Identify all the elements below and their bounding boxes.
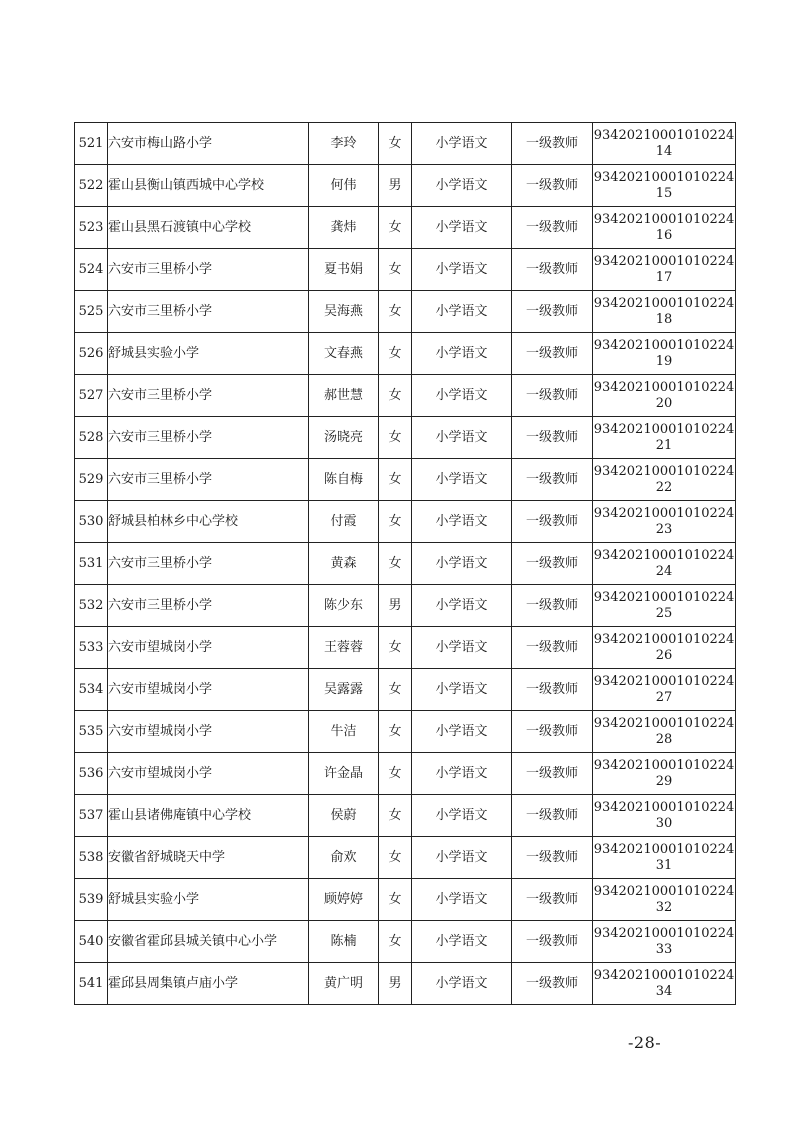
teacher-name-cell: 许金晶: [309, 753, 379, 795]
certificate-number-cell: [593, 501, 736, 543]
certificate-number-line: 93420210001010224: [593, 589, 735, 605]
gender-cell: 男: [379, 585, 412, 627]
gender-cell: 女: [379, 459, 412, 501]
table-row: [75, 543, 736, 585]
subject-cell: 小学语文: [412, 837, 512, 879]
gender-cell: 女: [379, 291, 412, 333]
certificate-number-line: 93420210001010224: [593, 127, 735, 143]
certificate-number-suffix: 29: [655, 773, 673, 789]
teacher-name-cell: 陈少东: [309, 585, 379, 627]
subject-cell: 小学语文: [412, 627, 512, 669]
table-row: [75, 501, 736, 543]
certificate-number-line: 93420210001010224: [593, 505, 735, 521]
certificate-number-cell: [593, 963, 736, 1005]
school-cell: 霍邱县周集镇卢庙小学: [108, 963, 309, 1005]
teacher-name-cell: 俞欢: [309, 837, 379, 879]
school-cell: 六安市三里桥小学: [108, 291, 309, 333]
row-number-cell: 526: [75, 333, 108, 375]
page-number: -28-: [628, 1033, 662, 1052]
school-cell: 六安市三里桥小学: [108, 459, 309, 501]
teacher-name-cell: 汤晓亮: [309, 417, 379, 459]
job-title-cell: 一级教师: [512, 837, 593, 879]
certificate-number-line: 93420210001010224: [593, 463, 735, 479]
teacher-name-cell: 付霞: [309, 501, 379, 543]
gender-cell: 女: [379, 375, 412, 417]
teacher-name-cell: 龚炜: [309, 207, 379, 249]
job-title-cell: 一级教师: [512, 501, 593, 543]
table-row: [75, 249, 736, 291]
certificate-number-line: 93420210001010224: [593, 295, 735, 311]
row-number-cell: 538: [75, 837, 108, 879]
school-cell: 舒城县实验小学: [108, 879, 309, 921]
certificate-number-line: 93420210001010224: [593, 631, 735, 647]
school-cell: 霍山县诸佛庵镇中心学校: [108, 795, 309, 837]
school-cell: 六安市三里桥小学: [108, 375, 309, 417]
subject-cell: 小学语文: [412, 879, 512, 921]
job-title-cell: 一级教师: [512, 417, 593, 459]
row-number-cell: 529: [75, 459, 108, 501]
certificate-number-line: 93420210001010224: [593, 841, 735, 857]
row-number-cell: 537: [75, 795, 108, 837]
gender-cell: 女: [379, 921, 412, 963]
certificate-number-suffix: 23: [655, 521, 673, 537]
school-cell: 安徽省舒城晓天中学: [108, 837, 309, 879]
row-number-cell: 522: [75, 165, 108, 207]
row-number-cell: 540: [75, 921, 108, 963]
certificate-number-suffix: 28: [655, 731, 673, 747]
table-row: [75, 333, 736, 375]
job-title-cell: 一级教师: [512, 165, 593, 207]
subject-cell: 小学语文: [412, 711, 512, 753]
subject-cell: 小学语文: [412, 417, 512, 459]
teacher-name-cell: 李玲: [309, 123, 379, 165]
certificate-number-cell: [593, 165, 736, 207]
gender-cell: 女: [379, 417, 412, 459]
teacher-name-cell: 吴露露: [309, 669, 379, 711]
row-number-cell: 534: [75, 669, 108, 711]
row-number-cell: 541: [75, 963, 108, 1005]
teacher-name-cell: 夏书娟: [309, 249, 379, 291]
job-title-cell: 一级教师: [512, 879, 593, 921]
teacher-roster-table: [74, 122, 736, 1005]
teacher-name-cell: 吴海燕: [309, 291, 379, 333]
certificate-number-line: 93420210001010224: [593, 421, 735, 437]
certificate-number-line: 93420210001010224: [593, 253, 735, 269]
job-title-cell: 一级教师: [512, 627, 593, 669]
row-number-cell: 532: [75, 585, 108, 627]
certificate-number-suffix: 19: [655, 353, 673, 369]
certificate-number-cell: [593, 669, 736, 711]
certificate-number-cell: [593, 123, 736, 165]
gender-cell: 女: [379, 879, 412, 921]
row-number-cell: 539: [75, 879, 108, 921]
subject-cell: 小学语文: [412, 921, 512, 963]
certificate-number-line: 93420210001010224: [593, 673, 735, 689]
school-cell: 六安市三里桥小学: [108, 417, 309, 459]
row-number-cell: 525: [75, 291, 108, 333]
subject-cell: 小学语文: [412, 165, 512, 207]
gender-cell: 男: [379, 963, 412, 1005]
certificate-number-cell: [593, 249, 736, 291]
certificate-number-cell: [593, 921, 736, 963]
table-row: [75, 585, 736, 627]
teacher-name-cell: 黄森: [309, 543, 379, 585]
certificate-number-suffix: 34: [655, 983, 673, 999]
subject-cell: 小学语文: [412, 291, 512, 333]
school-cell: 舒城县柏林乡中心学校: [108, 501, 309, 543]
job-title-cell: 一级教师: [512, 669, 593, 711]
row-number-cell: 527: [75, 375, 108, 417]
certificate-number-line: 93420210001010224: [593, 715, 735, 731]
subject-cell: 小学语文: [412, 123, 512, 165]
subject-cell: 小学语文: [412, 543, 512, 585]
teacher-name-cell: 何伟: [309, 165, 379, 207]
certificate-number-suffix: 16: [655, 227, 673, 243]
school-cell: 六安市三里桥小学: [108, 543, 309, 585]
teacher-name-cell: 陈楠: [309, 921, 379, 963]
subject-cell: 小学语文: [412, 333, 512, 375]
school-cell: 霍山县黑石渡镇中心学校: [108, 207, 309, 249]
job-title-cell: 一级教师: [512, 543, 593, 585]
job-title-cell: 一级教师: [512, 753, 593, 795]
certificate-number-suffix: 21: [655, 437, 673, 453]
teacher-name-cell: 文春燕: [309, 333, 379, 375]
certificate-number-suffix: 32: [655, 899, 673, 915]
certificate-number-cell: [593, 795, 736, 837]
job-title-cell: 一级教师: [512, 921, 593, 963]
gender-cell: 女: [379, 333, 412, 375]
table-row: [75, 921, 736, 963]
gender-cell: 女: [379, 627, 412, 669]
certificate-number-cell: [593, 291, 736, 333]
table-row: [75, 711, 736, 753]
table-row: [75, 879, 736, 921]
school-cell: 六安市望城岗小学: [108, 627, 309, 669]
subject-cell: 小学语文: [412, 501, 512, 543]
subject-cell: 小学语文: [412, 375, 512, 417]
certificate-number-suffix: 18: [655, 311, 673, 327]
certificate-number-cell: [593, 585, 736, 627]
certificate-number-cell: [593, 711, 736, 753]
teacher-name-cell: 郝世慧: [309, 375, 379, 417]
table-row: [75, 459, 736, 501]
certificate-number-cell: [593, 837, 736, 879]
gender-cell: 男: [379, 165, 412, 207]
school-cell: 六安市三里桥小学: [108, 585, 309, 627]
row-number-cell: 536: [75, 753, 108, 795]
school-cell: 六安市望城岗小学: [108, 669, 309, 711]
certificate-number-line: 93420210001010224: [593, 547, 735, 563]
certificate-number-suffix: 22: [655, 479, 673, 495]
certificate-number-line: 93420210001010224: [593, 925, 735, 941]
school-cell: 六安市三里桥小学: [108, 249, 309, 291]
gender-cell: 女: [379, 753, 412, 795]
row-number-cell: 531: [75, 543, 108, 585]
certificate-number-cell: [593, 543, 736, 585]
roster-body: [75, 123, 736, 1005]
subject-cell: 小学语文: [412, 753, 512, 795]
table-row: [75, 207, 736, 249]
teacher-name-cell: 陈自梅: [309, 459, 379, 501]
table-row: [75, 669, 736, 711]
school-cell: 六安市梅山路小学: [108, 123, 309, 165]
certificate-number-cell: [593, 753, 736, 795]
job-title-cell: 一级教师: [512, 249, 593, 291]
job-title-cell: 一级教师: [512, 585, 593, 627]
gender-cell: 女: [379, 123, 412, 165]
table-row: [75, 963, 736, 1005]
certificate-number-cell: [593, 207, 736, 249]
teacher-name-cell: 侯蔚: [309, 795, 379, 837]
certificate-number-suffix: 27: [655, 689, 673, 705]
certificate-number-cell: [593, 627, 736, 669]
certificate-number-cell: [593, 459, 736, 501]
certificate-number-cell: [593, 375, 736, 417]
teacher-name-cell: 牛洁: [309, 711, 379, 753]
gender-cell: 女: [379, 837, 412, 879]
table-row: [75, 165, 736, 207]
table-row: [75, 291, 736, 333]
certificate-number-suffix: 31: [655, 857, 673, 873]
certificate-number-cell: [593, 879, 736, 921]
school-cell: 六安市望城岗小学: [108, 711, 309, 753]
row-number-cell: 535: [75, 711, 108, 753]
job-title-cell: 一级教师: [512, 123, 593, 165]
table-row: [75, 123, 736, 165]
job-title-cell: 一级教师: [512, 711, 593, 753]
certificate-number-suffix: 25: [655, 605, 673, 621]
job-title-cell: 一级教师: [512, 333, 593, 375]
certificate-number-suffix: 26: [655, 647, 673, 663]
gender-cell: 女: [379, 669, 412, 711]
row-number-cell: 524: [75, 249, 108, 291]
job-title-cell: 一级教师: [512, 459, 593, 501]
table-row: [75, 753, 736, 795]
teacher-name-cell: 王蓉蓉: [309, 627, 379, 669]
certificate-number-suffix: 14: [655, 143, 673, 159]
job-title-cell: 一级教师: [512, 963, 593, 1005]
certificate-number-line: 93420210001010224: [593, 967, 735, 983]
job-title-cell: 一级教师: [512, 795, 593, 837]
row-number-cell: 533: [75, 627, 108, 669]
subject-cell: 小学语文: [412, 207, 512, 249]
table-row: [75, 837, 736, 879]
subject-cell: 小学语文: [412, 459, 512, 501]
certificate-number-line: 93420210001010224: [593, 799, 735, 815]
subject-cell: 小学语文: [412, 249, 512, 291]
table-row: [75, 417, 736, 459]
row-number-cell: 530: [75, 501, 108, 543]
row-number-cell: 528: [75, 417, 108, 459]
certificate-number-suffix: 17: [655, 269, 673, 285]
certificate-number-suffix: 30: [655, 815, 673, 831]
row-number-cell: 523: [75, 207, 108, 249]
certificate-number-suffix: 15: [655, 185, 673, 201]
table-row: [75, 795, 736, 837]
certificate-number-line: 93420210001010224: [593, 211, 735, 227]
row-number-cell: 521: [75, 123, 108, 165]
school-cell: 霍山县衡山镇西城中心学校: [108, 165, 309, 207]
teacher-name-cell: 黄广明: [309, 963, 379, 1005]
school-cell: 六安市望城岗小学: [108, 753, 309, 795]
table-row: [75, 375, 736, 417]
certificate-number-line: 93420210001010224: [593, 379, 735, 395]
gender-cell: 女: [379, 249, 412, 291]
school-cell: 舒城县实验小学: [108, 333, 309, 375]
gender-cell: 女: [379, 711, 412, 753]
certificate-number-line: 93420210001010224: [593, 169, 735, 185]
table-row: [75, 627, 736, 669]
subject-cell: 小学语文: [412, 963, 512, 1005]
certificate-number-suffix: 20: [655, 395, 673, 411]
school-cell: 安徽省霍邱县城关镇中心小学: [108, 921, 309, 963]
job-title-cell: 一级教师: [512, 207, 593, 249]
job-title-cell: 一级教师: [512, 375, 593, 417]
gender-cell: 女: [379, 501, 412, 543]
certificate-number-suffix: 33: [655, 941, 673, 957]
certificate-number-cell: [593, 333, 736, 375]
certificate-number-line: 93420210001010224: [593, 757, 735, 773]
job-title-cell: 一级教师: [512, 291, 593, 333]
certificate-number-cell: [593, 417, 736, 459]
subject-cell: 小学语文: [412, 669, 512, 711]
gender-cell: 女: [379, 207, 412, 249]
certificate-number-line: 93420210001010224: [593, 337, 735, 353]
gender-cell: 女: [379, 795, 412, 837]
subject-cell: 小学语文: [412, 585, 512, 627]
teacher-name-cell: 顾婷婷: [309, 879, 379, 921]
certificate-number-suffix: 24: [655, 563, 673, 579]
certificate-number-line: 93420210001010224: [593, 883, 735, 899]
subject-cell: 小学语文: [412, 795, 512, 837]
gender-cell: 女: [379, 543, 412, 585]
